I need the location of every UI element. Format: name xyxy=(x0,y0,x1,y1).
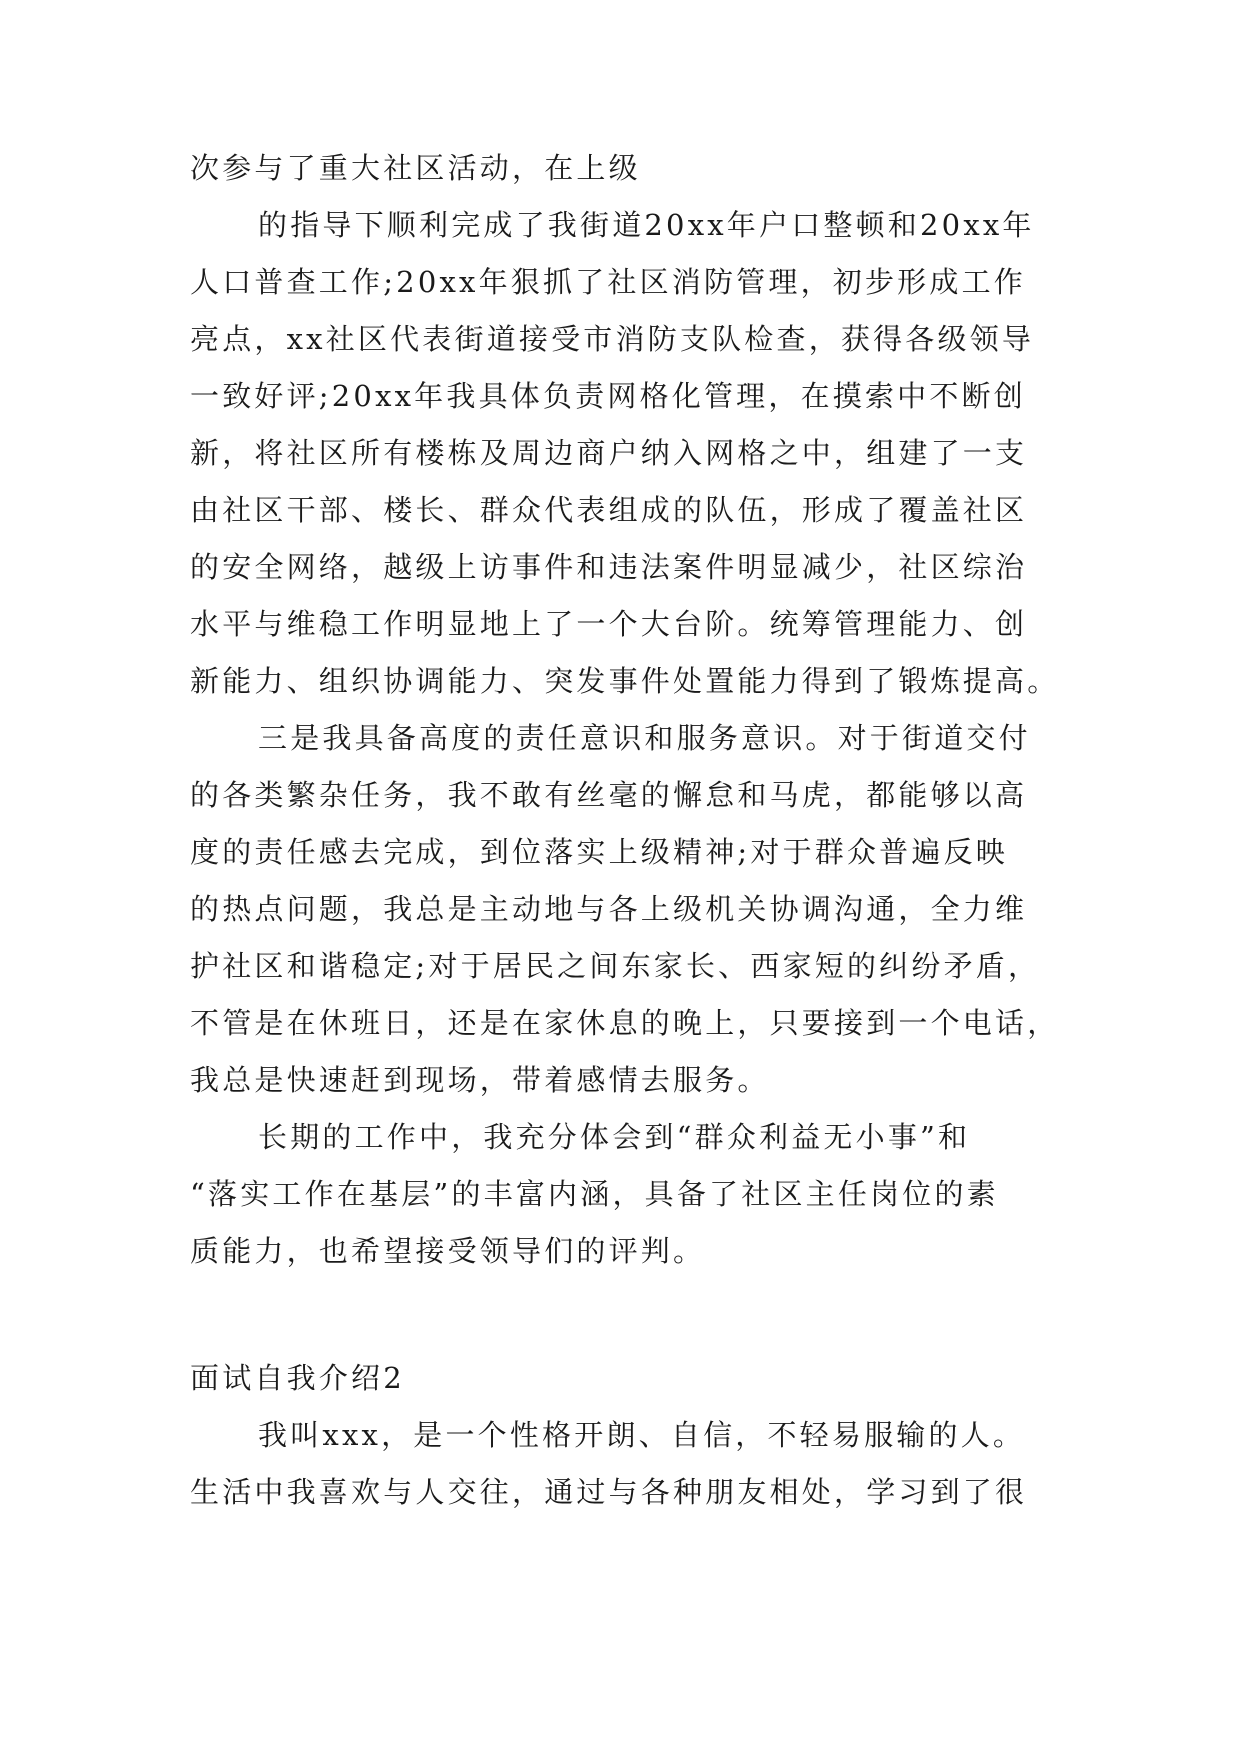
text-line: 我总是快速赶到现场，带着感情去服务。 xyxy=(190,1063,770,1097)
text-line: 由社区干部、楼长、群众代表组成的队伍，形成了覆盖社区 xyxy=(190,493,1028,527)
text-line: 人口普查工作;20xx年狠抓了社区消防管理，初步形成工作 xyxy=(190,265,1026,299)
text-line: 新能力、组织协调能力、突发事件处置能力得到了锻炼提高。 xyxy=(190,664,1060,698)
text-line: 一致好评;20xx年我具体负责网格化管理，在摸索中不断创 xyxy=(190,379,1026,413)
text-line: 三是我具备高度的责任意识和服务意识。对于街道交付 xyxy=(258,721,1031,755)
text-line: 的安全网络，越级上访事件和违法案件明显减少，社区综治 xyxy=(190,550,1028,584)
text-line: 质能力，也希望接受领导们的评判。 xyxy=(190,1234,706,1268)
text-line: 生活中我喜欢与人交往，通过与各种朋友相处，学习到了很 xyxy=(190,1475,1028,1509)
text-line: 度的责任感去完成，到位落实上级精神;对于群众普遍反映 xyxy=(190,835,1008,869)
text-line: 的各类繁杂任务，我不敢有丝毫的懈怠和马虎，都能够以高 xyxy=(190,778,1028,812)
text-line: 长期的工作中，我充分体会到“群众利益无小事”和 xyxy=(258,1120,971,1154)
text-line: 水平与维稳工作明显地上了一个大台阶。统筹管理能力、创 xyxy=(190,607,1028,641)
text-line: 新，将社区所有楼栋及周边商户纳入网格之中，组建了一支 xyxy=(190,436,1028,470)
text-line: 的热点问题，我总是主动地与各上级机关协调沟通，全力维 xyxy=(190,892,1028,926)
text-line: 的指导下顺利完成了我街道20xx年户口整顿和20xx年 xyxy=(258,208,1035,242)
text-line: 不管是在休班日，还是在家休息的晚上，只要接到一个电话， xyxy=(190,1006,1060,1040)
text-line: “落实工作在基层”的丰富内涵，具备了社区主任岗位的素 xyxy=(190,1177,999,1211)
text-line: 亮点，xx社区代表街道接受市消防支队检查，获得各级领导 xyxy=(190,322,1035,356)
text-line: 我叫xxx，是一个性格开朗、自信，不轻易服输的人。 xyxy=(258,1418,1026,1452)
text-line: 次参与了重大社区活动，在上级 xyxy=(190,151,641,185)
text-line: 护社区和谐稳定;对于居民之间东家长、西家短的纠纷矛盾， xyxy=(190,949,1041,983)
section-heading: 面试自我介绍2 xyxy=(190,1361,405,1395)
